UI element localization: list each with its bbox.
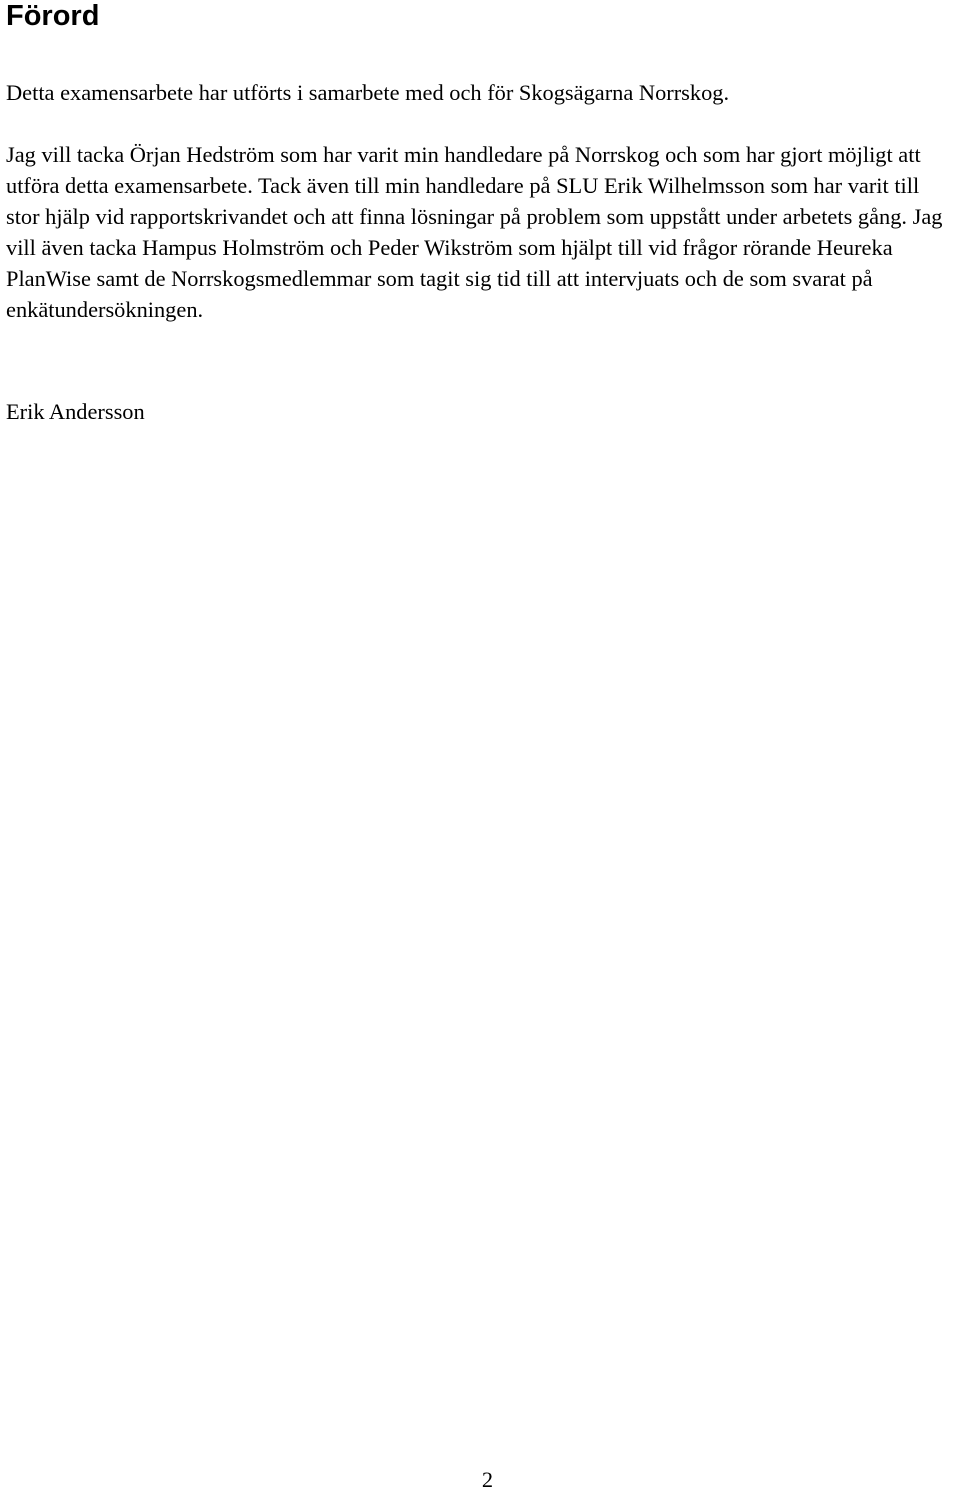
paragraph-acknowledgements: Jag vill tacka Örjan Hedström som har varit min handledare på Norrskog och som har gjort möjligt att utföra detta examensarbete. Tack även till min handledare på SLU Erik Wilhelmsson som har varit till stor hjälp vid rapportskrivandet och att finna lösningar på problem som uppstått under arbetets gång. Jag vill även tacka Hampus Holmström och Peder Wikström som hjälpt till vid frågor rörande Heureka PlanWise samt de Norrskogsmedlemmar som tagit sig tid till att intervjuats och de som svarat på enkätundersökningen. bbox=[6, 142, 943, 322]
page-number: 2 bbox=[481, 1467, 494, 1492]
author-signature: Erik Andersson bbox=[6, 399, 145, 424]
page-heading: Förord bbox=[6, 0, 100, 32]
paragraph-intro: Detta examensarbete har utförts i samarbete med och för Skogsägarna Norrskog. bbox=[6, 80, 730, 105]
